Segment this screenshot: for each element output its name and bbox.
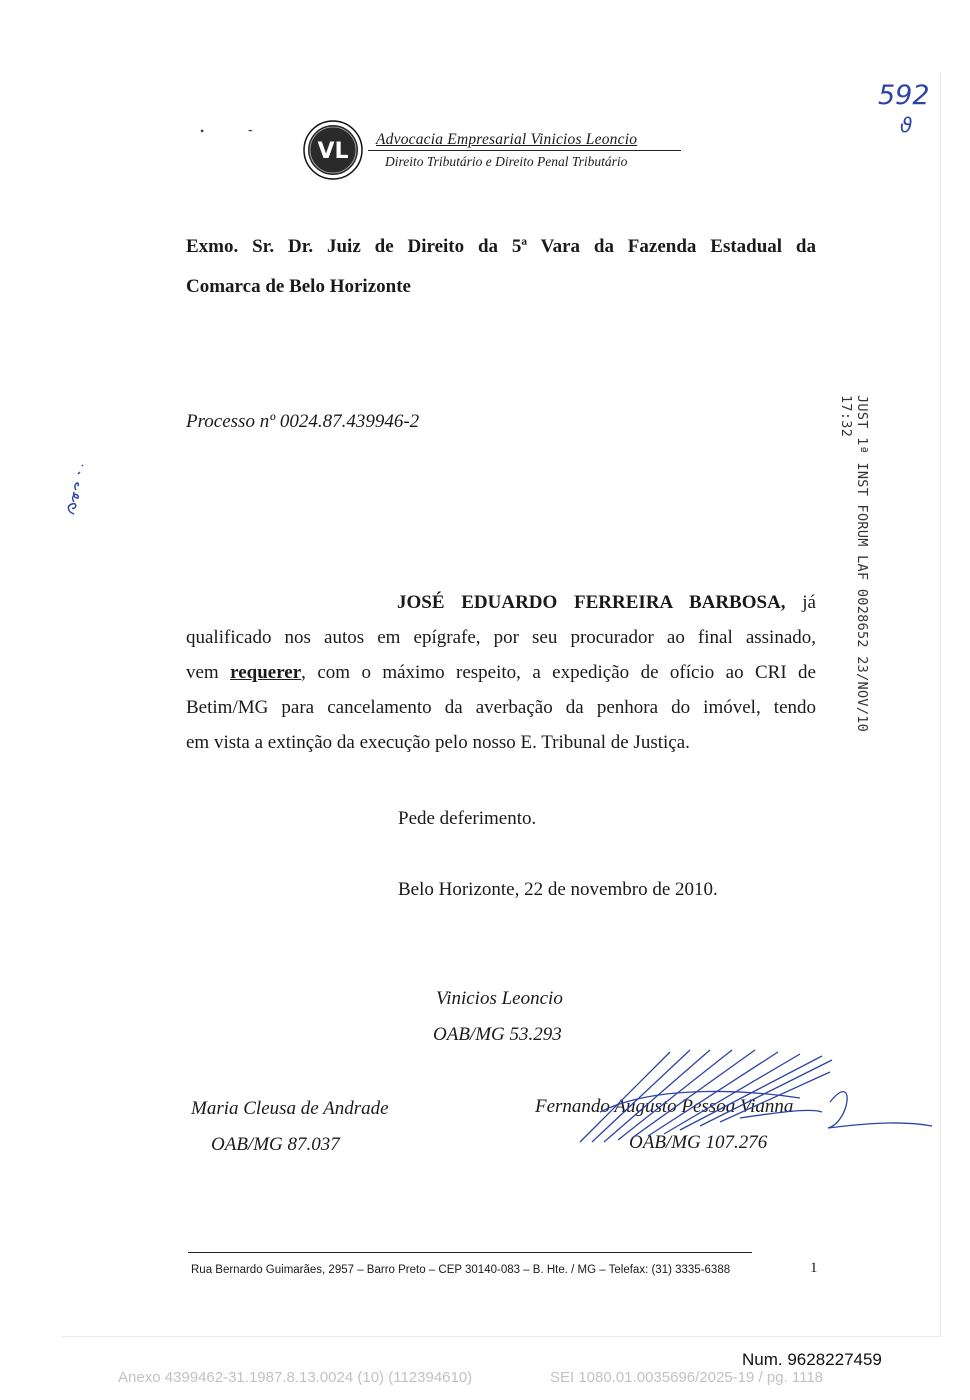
- body-line-3-post: , com o máximo respeito, a expedição de ofício ao CRI de: [301, 662, 816, 683]
- handwritten-page-number: 592: [878, 80, 930, 111]
- closing-request: Pede deferimento.: [398, 808, 537, 829]
- addressee: [186, 227, 816, 307]
- annex-reference: Anexo 4399462-31.1987.8.13.0024 (10) (112394610): [118, 1369, 473, 1386]
- margin-initials: [60, 462, 90, 516]
- logo-text: VL: [317, 139, 349, 164]
- firm-name: Advocacia Empresarial Vinicios Leoncio: [376, 131, 638, 148]
- document-id: Num. 9628227459: [742, 1350, 882, 1369]
- firm-divider: [368, 150, 681, 151]
- addressee-line-1: Exmo. Sr. Dr. Juiz de Direito da 5ª Vara da Fazenda Estadual da: [186, 236, 816, 257]
- petition-body: [186, 585, 816, 760]
- firm-tagline: Direito Tributário e Direito Penal Tributário: [385, 154, 628, 169]
- signatory-3-name: Fernando Augusto Pessoa Vianna: [535, 1096, 794, 1117]
- footer-divider: [188, 1252, 752, 1253]
- page-number: 1: [810, 1260, 818, 1276]
- sei-reference: SEI 1080.01.0035696/2025-19 / pg. 1118: [550, 1369, 824, 1386]
- signatory-2-oab: OAB/MG 87.037: [211, 1134, 340, 1155]
- firm-logo: [303, 120, 363, 180]
- handwritten-signature: [560, 1042, 940, 1162]
- body-line-5: em vista a extinção da execução pelo nosso E. Tribunal de Justiça.: [186, 732, 690, 753]
- body-line-1: [186, 585, 816, 620]
- place-and-date: Belo Horizonte, 22 de novembro de 2010.: [398, 879, 718, 900]
- signatory-3-oab: OAB/MG 107.276: [629, 1132, 768, 1153]
- party-name: JOSÉ EDUARDO FERREIRA BARBOSA,: [397, 592, 786, 613]
- body-line-2: qualificado nos autos em epígrafe, por seu procurador ao final assinado,: [186, 627, 816, 648]
- body-line-3-pre: vem: [186, 662, 231, 683]
- body-line-1-tail: já: [785, 592, 816, 613]
- signatory-1-oab: OAB/MG 53.293: [433, 1024, 562, 1045]
- body-line-3: [186, 655, 816, 690]
- scanner-specks: • ⁃: [200, 124, 274, 138]
- protocol-stamp: JUST 1ª INST FORUM LAF 0028652 23/NOV/10 17:32: [838, 395, 870, 733]
- signatory-2-name: Maria Cleusa de Andrade: [191, 1098, 389, 1119]
- footer-address: Rua Bernardo Guimarães, 2957 – Barro Preto – CEP 30140-083 – B. Hte. / MG – Telefax: (31) 3335-6388: [191, 1264, 731, 1276]
- requerer-word: requerer: [230, 662, 302, 683]
- body-line-4: Betim/MG para cancelamento da averbação da penhora do imóvel, tendo: [186, 697, 816, 718]
- process-number: Processo nº 0024.87.439946-2: [186, 411, 420, 432]
- addressee-line-2: Comarca de Belo Horizonte: [186, 276, 411, 297]
- signatory-1-name: Vinicios Leoncio: [436, 988, 563, 1009]
- handwritten-initial: ϑ: [900, 113, 913, 137]
